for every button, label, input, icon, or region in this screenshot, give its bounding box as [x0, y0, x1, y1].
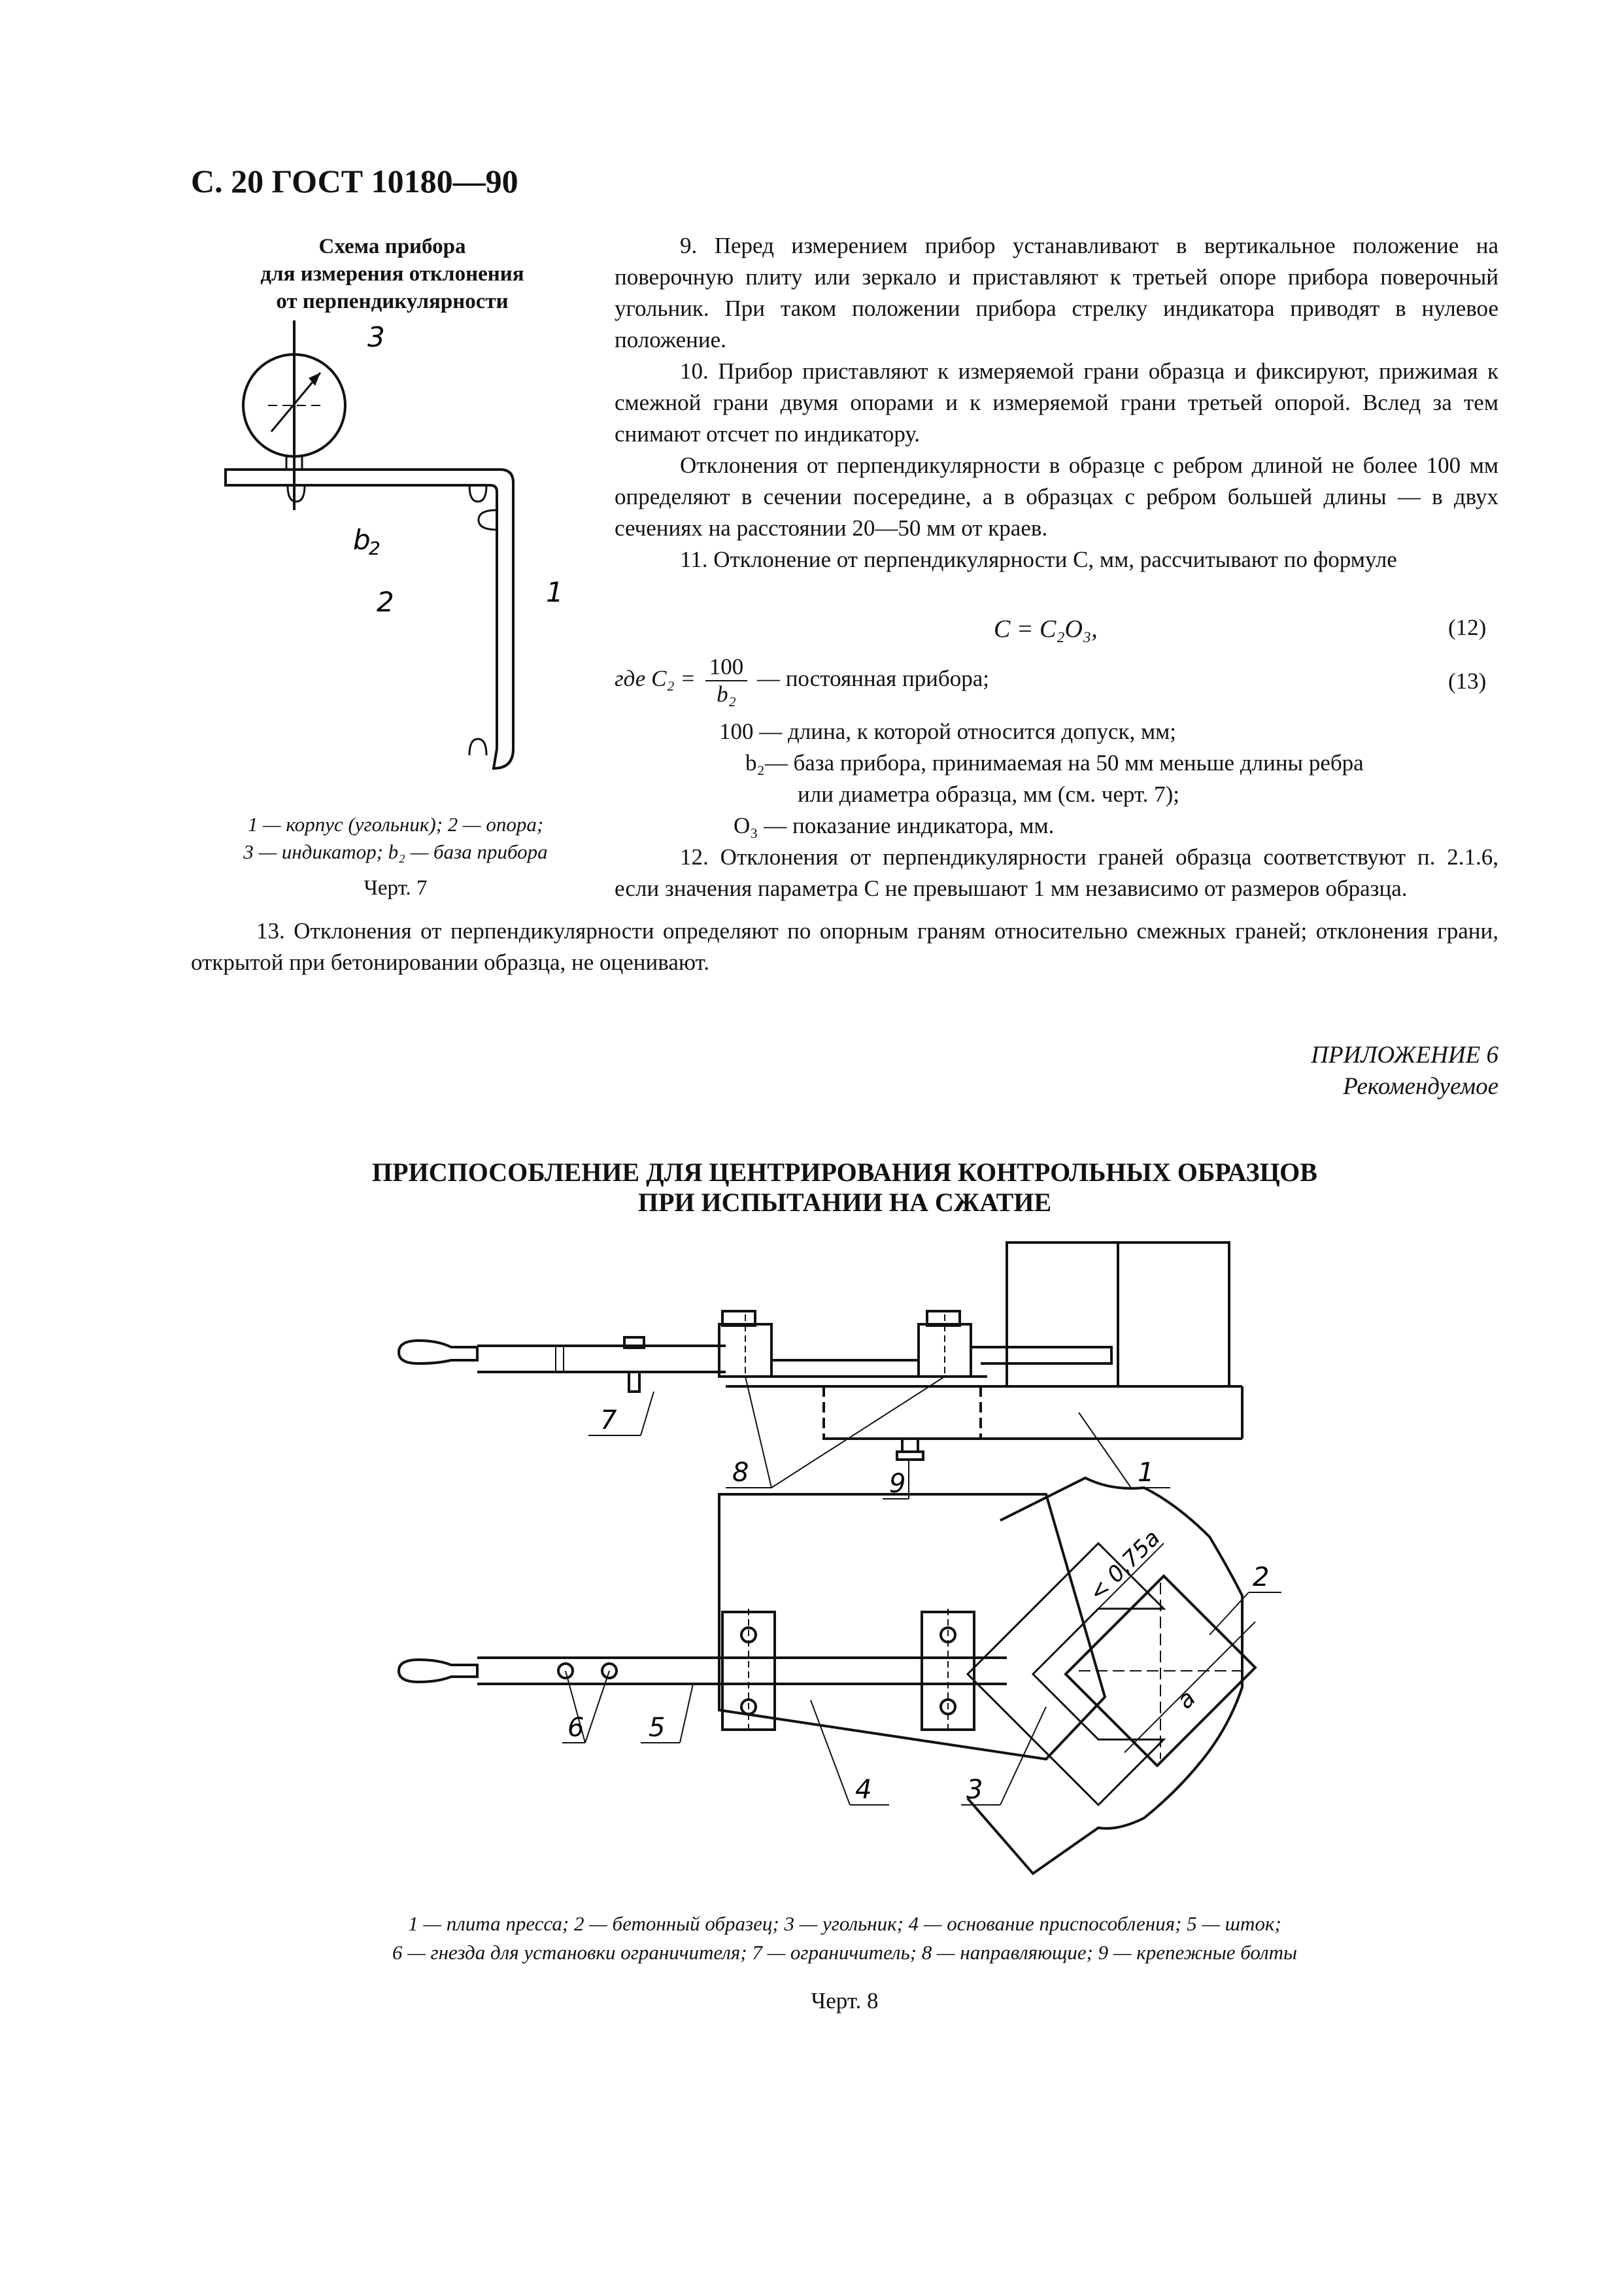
fig7-label-2: 2 [377, 586, 394, 618]
fig8-dim-a: a [1172, 1685, 1201, 1715]
fig8-label-3: 3 [966, 1775, 983, 1805]
formula-12-number: (12) [1448, 615, 1487, 640]
def-b2-line1: b₂— база прибора, принимаемая на 50 мм меньше длины ребра [745, 750, 1364, 776]
fig8-caption-line: 6 — гнезда для установки ограничителя; 7 — ограничитель; 8 — направляющие; 9 — крепежные болты [392, 1941, 1298, 1964]
appendix-number: ПРИЛОЖЕНИЕ 6 [1311, 1042, 1498, 1069]
def-100: 100 — длина, к которой относится допуск, мм; [719, 719, 1177, 744]
fig8-drawing [392, 1229, 1321, 1883]
fig8-label-5: 5 [649, 1713, 666, 1743]
formula-13 [615, 654, 1498, 708]
fig7-title-line: от перпендикулярности [276, 290, 509, 313]
appendix-kind: Рекомендуемое [1343, 1073, 1498, 1100]
fig7-label-b2-sub: 2 [369, 538, 381, 559]
fig8-caption-line: 1 — плита пресса; 2 — бетонный образец; 3 — угольник; 4 — основание приспособления; 5 — шток; [408, 1912, 1281, 1935]
fig8-label-1: 1 [1138, 1458, 1155, 1488]
fig7-caption [196, 811, 595, 866]
def-c2: — постоянная прибора; [756, 666, 989, 692]
appendix-heading [1311, 1040, 1498, 1103]
fraction-numerator: 100 [705, 654, 748, 681]
fig7-title [190, 233, 595, 315]
fig7-caption-line: 3 — индикатор; b₂ — база прибора [243, 840, 548, 863]
fraction [705, 654, 748, 708]
paragraph-10: 10. Прибор приставляют к измеряемой грани образца и фиксируют, прижимая к смежной грани двумя опорами и к измеряемой грани третьей опорой. Вслед за тем снимают отсчет по индикатору. [615, 358, 1498, 447]
paragraph-12-block [615, 842, 1498, 904]
appendix-title-line: ПРИ ИСПЫТАНИИ НА СЖАТИЕ [637, 1188, 1052, 1217]
fig8-dim-diagonal: < 0,75a [1084, 1525, 1166, 1607]
paragraph-13-block [191, 916, 1498, 978]
fig7-label: Черт. 7 [364, 876, 428, 900]
fig8-label-4: 4 [855, 1775, 872, 1805]
fig7-title-line: Схема прибора [318, 235, 466, 258]
fig8-label-6: 6 [567, 1713, 584, 1743]
formula-13-number: (13) [1448, 668, 1487, 694]
fig7-label-1: 1 [546, 576, 564, 608]
def-b2-line2: или диаметра образца, мм (см. черт. 7); [798, 781, 1179, 807]
fig8-label-8: 8 [732, 1458, 749, 1488]
paragraph-11: 11. Отклонение от перпендикулярности C, мм, рассчитывают по формуле [680, 547, 1397, 572]
text-column [615, 230, 1498, 575]
paragraph-12: 12. Отклонения от перпендикулярности граней образца соответствуют п. 2.1.6, если значения параметра C не превышают 1 мм независимо от размеров образца. [615, 844, 1498, 901]
fig8-caption [191, 1910, 1498, 1967]
appendix-title [191, 1157, 1498, 1218]
formula-13-lhs: где C₂ = [615, 666, 696, 692]
fig7-caption-line: 1 — корпус (угольник); 2 — опора; [247, 813, 544, 836]
fig7-label-3: 3 [367, 321, 385, 353]
fig8-label: Черт. 8 [811, 1988, 879, 2013]
paragraph-13: 13. Отклонения от перпендикулярности определяют по опорным граням относительно смежных граней; отклонения грани, открытой при бетонировании образца, не оценивают. [191, 918, 1498, 975]
fraction-denominator: b₂ [717, 681, 736, 707]
paragraph-9: 9. Перед измерением прибор устанавливают в вертикальное положение на поверочную плиту или зеркало и приставляют к третьей опоре прибора поверочный угольник. При таком положении прибора стрелку индикатора приводят в нулевое положение. [615, 233, 1498, 352]
formula-12: C = C₂O₃, [994, 615, 1098, 643]
fig7-title-line: для измерения отклонения [260, 262, 524, 286]
fig7-label-b2: b [353, 524, 371, 556]
fig8-label-2: 2 [1253, 1562, 1270, 1592]
paragraph-10b: Отклонения от перпендикулярности в образце с ребром длиной не более 100 мм определяют в сечении посередине, а в образцах с ребром большей длины — в двух сечениях на расстоянии 20—50 мм от краев. [615, 453, 1498, 541]
page-header: С. 20 ГОСТ 10180—90 [191, 163, 518, 199]
appendix-title-line: ПРИСПОСОБЛЕНИЕ ДЛЯ ЦЕНТРИРОВАНИЯ КОНТРОЛЬНЫХ ОБРАЗЦОВ [372, 1157, 1317, 1187]
fig8-label-9: 9 [889, 1469, 906, 1499]
fig7-drawing [196, 320, 601, 778]
def-o3: O₃ — показание индикатора, мм. [734, 813, 1055, 838]
fig8-label-7: 7 [600, 1405, 617, 1435]
